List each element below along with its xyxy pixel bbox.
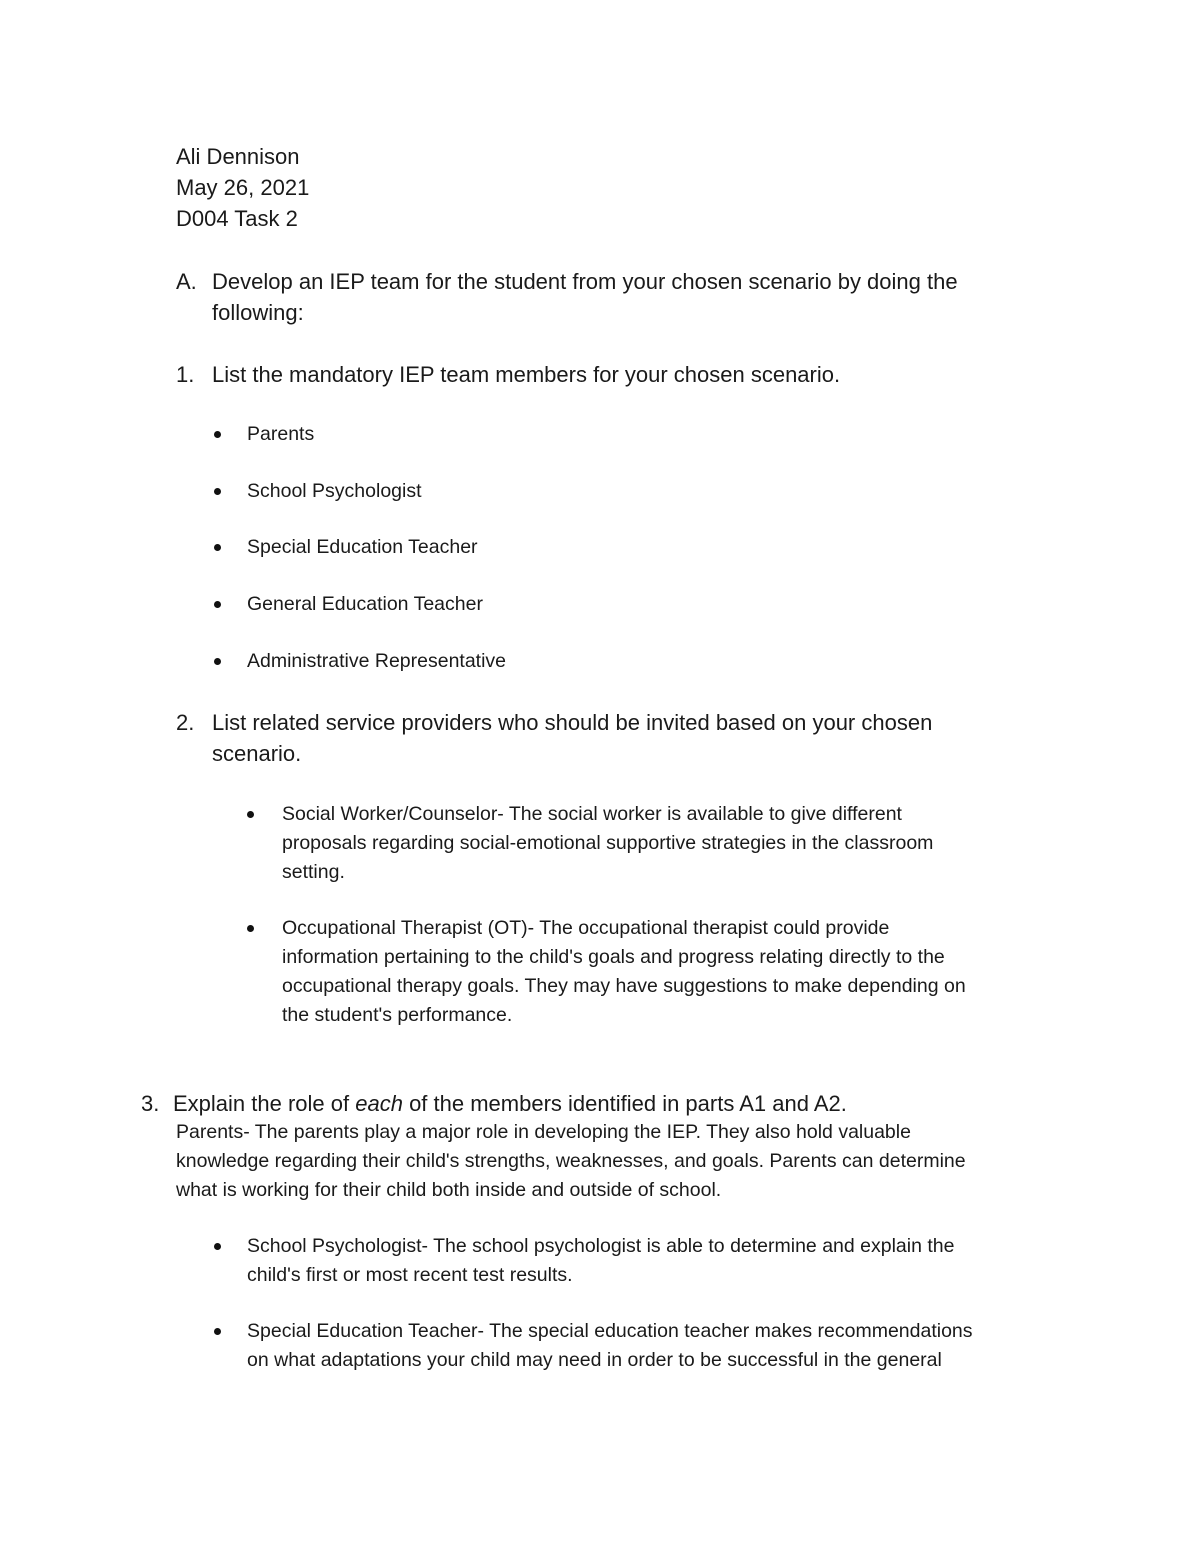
question-3-text-before: Explain the role of [173,1091,356,1116]
provider-line: occupational therapy goals. They may have suggestions to make depending on [282,975,966,997]
provider-line: information pertaining to the child's goals and progress relating directly to the [282,946,945,968]
document-date: May 26, 2021 [176,175,310,200]
bullet-icon [214,488,221,495]
provider-line: Occupational Therapist (OT)- The occupational therapist could provide [282,917,890,939]
question-3-marker: 3. [141,1091,160,1116]
question-1-marker: 1. [176,362,195,387]
list-item: School Psychologist [247,480,422,502]
bullet-icon [214,1243,221,1250]
list-item: General Education Teacher [247,593,483,615]
section-a-text-line-1: Develop an IEP team for the student from your chosen scenario by doing the [212,269,958,294]
author-name: Ali Dennison [176,144,300,169]
bullet-icon [247,925,254,932]
provider-line: setting. [282,861,345,883]
bullet-icon [214,601,221,608]
role-line: Special Education Teacher- The special education teacher makes recommendations [247,1320,973,1342]
document-title: D004 Task 2 [176,206,298,231]
bullet-icon [214,431,221,438]
provider-line: the student's performance. [282,1004,513,1026]
bullet-icon [247,811,254,818]
question-2-text-line-1: List related service providers who should be invited based on your chosen [212,710,933,735]
role-line: on what adaptations your child may need in order to be successful in the general [247,1349,942,1371]
bullet-icon [214,1328,221,1335]
list-item: Administrative Representative [247,650,507,672]
list-item: Parents [247,423,315,445]
question-1-text: List the mandatory IEP team members for your chosen scenario. [212,362,841,387]
bullet-icon [214,544,221,551]
question-2-marker: 2. [176,710,195,735]
parents-role-line: Parents- The parents play a major role in developing the IEP. They also hold valuable [176,1121,911,1143]
question-3-text [173,1088,847,1119]
role-line: School Psychologist- The school psychologist is able to determine and explain the [247,1235,955,1257]
section-a-marker: A. [176,269,197,294]
parents-role-line: what is working for their child both inside and outside of school. [176,1179,722,1201]
section-a-text-line-2: following: [212,300,304,325]
list-item: Special Education Teacher [247,536,478,558]
question-3-text-after: of the members identified in parts A1 and A2. [402,1091,847,1116]
parents-role-line: knowledge regarding their child's strengths, weaknesses, and goals. Parents can determine [176,1150,966,1172]
provider-line: Social Worker/Counselor- The social worker is available to give different [282,803,902,825]
question-3-text-emphasis: each [355,1091,403,1116]
question-2-text-line-2: scenario. [212,741,302,766]
role-line: child's first or most recent test results. [247,1264,573,1286]
provider-line: proposals regarding social-emotional supportive strategies in the classroom [282,832,934,854]
bullet-icon [214,658,221,665]
